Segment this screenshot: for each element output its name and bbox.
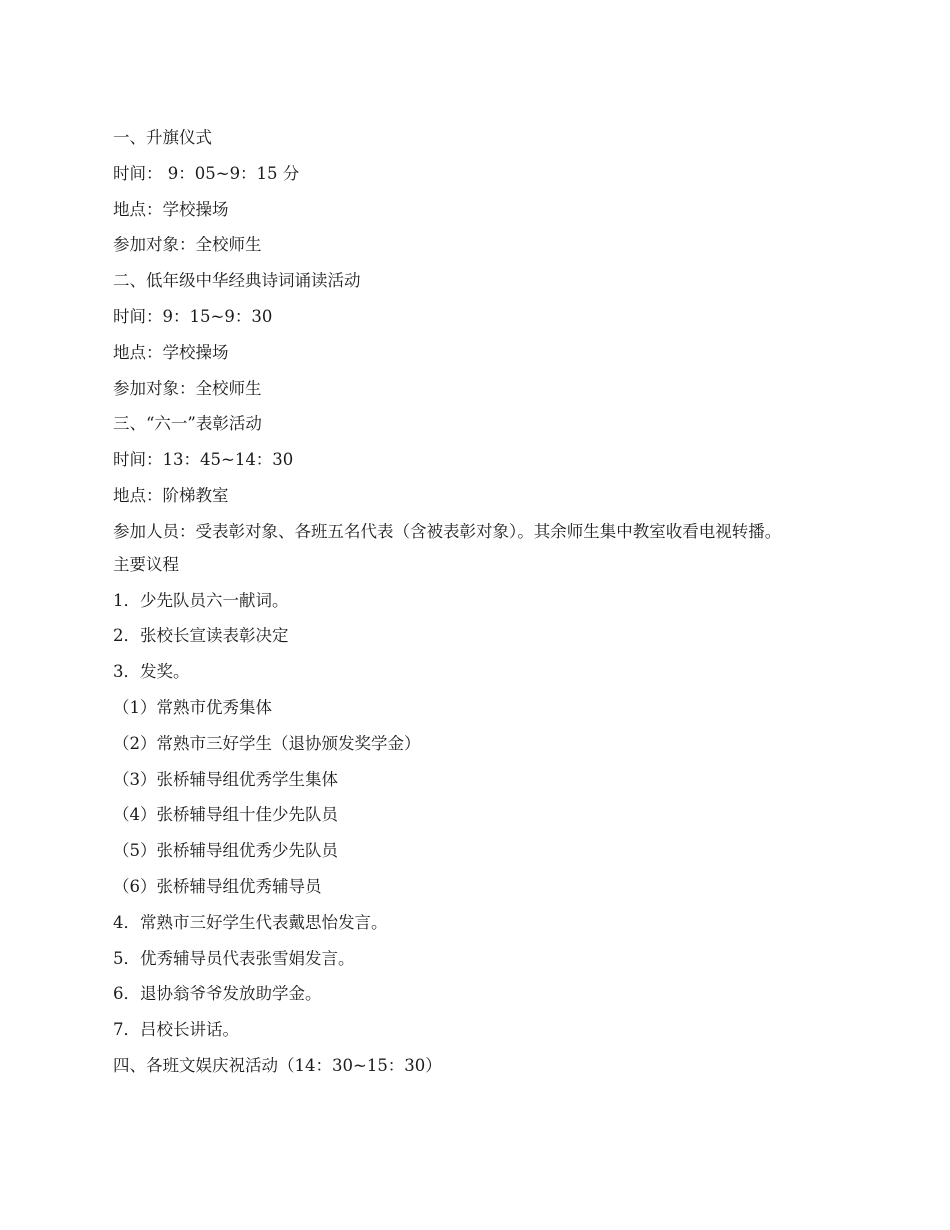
awards-participants: 参加人员：受表彰对象、各班五名代表（含被表彰对象）。其余师生集中教室收看电视转播。	[113, 521, 782, 541]
award-subitem: （3）张桥辅导组优秀学生集体	[113, 769, 338, 789]
agenda-item: 5．优秀辅导员代表张雪娟发言。	[113, 948, 355, 968]
award-subitem: （1）常熟市优秀集体	[113, 697, 272, 717]
section-heading-flag-ceremony: 一、升旗仪式	[113, 128, 212, 147]
agenda-item: 2．张校长宣读表彰决定	[113, 626, 289, 646]
poetry-recital-location: 地点：学校操场	[113, 342, 229, 362]
awards-location: 地点：阶梯教室	[113, 485, 229, 505]
agenda-item: 3．发奖。	[113, 662, 190, 682]
flag-ceremony-location: 地点：学校操场	[113, 199, 229, 219]
section-heading-awards: 三、“六一”表彰活动	[113, 414, 262, 434]
award-subitem: （4）张桥辅导组十佳少先队员	[113, 805, 338, 825]
poetry-recital-participants: 参加对象：全校师生	[113, 378, 262, 398]
agenda-heading: 主要议程	[113, 554, 179, 574]
section-heading-poetry-recital: 二、低年级中华经典诗词诵读活动	[113, 271, 361, 291]
flag-ceremony-time: 时间： 9：05~9：15 分	[113, 163, 300, 183]
agenda-item: 4．常熟市三好学生代表戴思怡发言。	[113, 912, 388, 932]
agenda-item: 6．退协翁爷爷发放助学金。	[113, 984, 322, 1004]
agenda-item: 7．吕校长讲话。	[113, 1020, 239, 1040]
award-subitem: （2）常熟市三好学生（退协颁发奖学金）	[113, 733, 421, 753]
flag-ceremony-participants: 参加对象：全校师生	[113, 235, 262, 255]
awards-time: 时间：13：45~14：30	[113, 450, 294, 470]
award-subitem: （6）张桥辅导组优秀辅导员	[113, 876, 322, 896]
document-body	[113, 124, 848, 1088]
section-heading-class-celebration: 四、各班文娱庆祝活动（14：30~15：30）	[113, 1055, 442, 1075]
agenda-item: 1．少先队员六一献词。	[113, 590, 289, 610]
award-subitem: （5）张桥辅导组优秀少先队员	[113, 841, 338, 861]
poetry-recital-time: 时间：9：15~9：30	[113, 306, 273, 326]
